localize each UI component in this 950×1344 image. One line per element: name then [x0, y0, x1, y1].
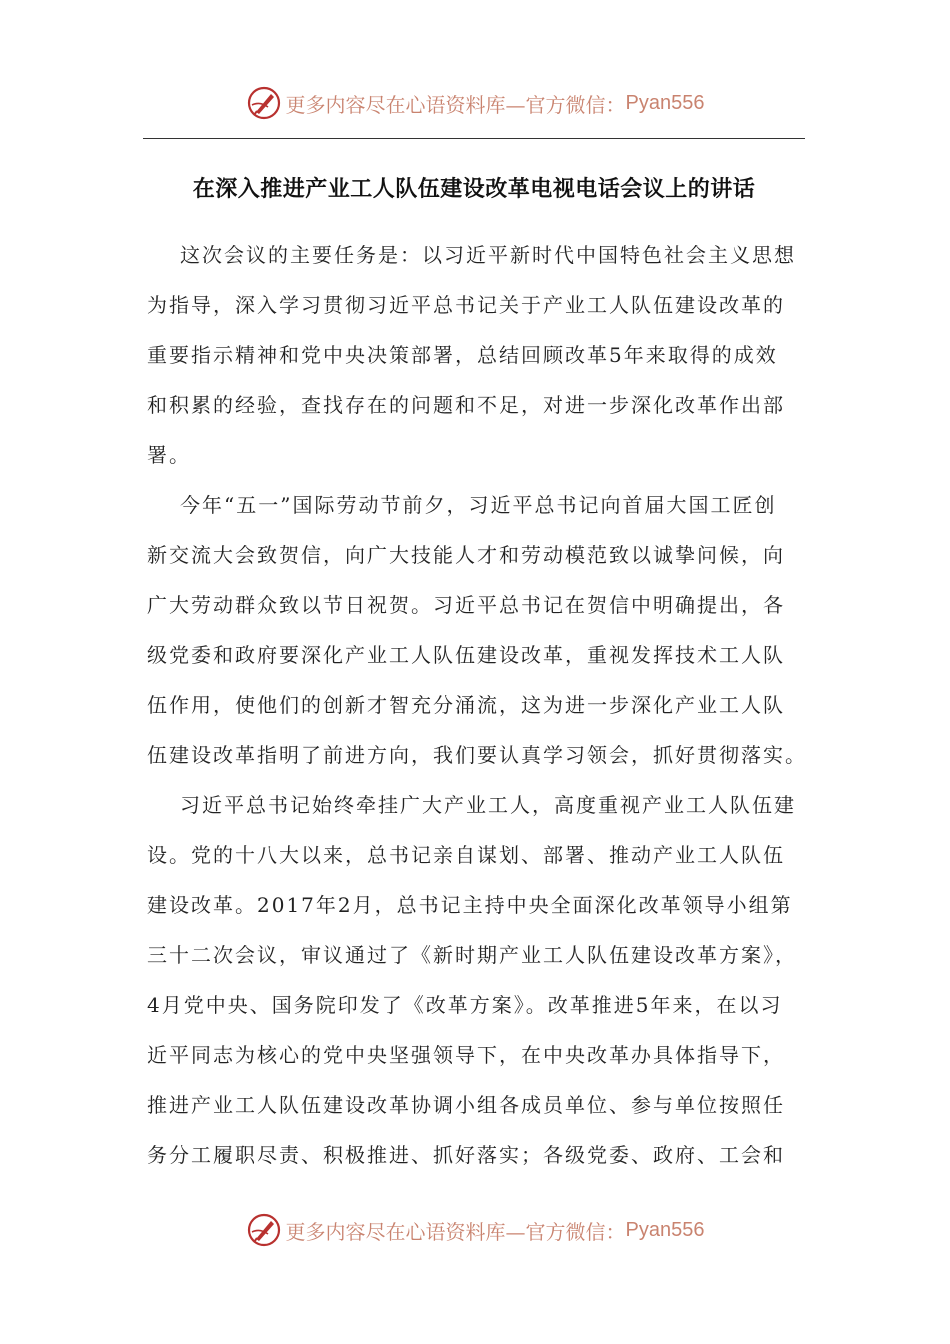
- body-line: 三十二次会议，审议通过了《新时期产业工人队伍建设改革方案》，: [147, 943, 797, 967]
- body-line: 广大劳动群众致以节日祝贺。习近平总书记在贺信中明确提出，各: [147, 593, 785, 617]
- body-line: 重要指示精神和党中央决策部署，总结回顾改革5年来取得的成效: [147, 343, 778, 367]
- quill-pen-logo-icon: [246, 1212, 282, 1248]
- header-brand-text: 更多内容尽在心语资料库—官方微信：: [285, 92, 626, 117]
- body-line: 伍建设改革指明了前进方向，我们要认真学习领会，抓好贯彻落实。: [147, 743, 807, 767]
- body-line: 推进产业工人队伍建设改革协调小组各成员单位、参与单位按照任: [147, 1093, 785, 1117]
- body-line: 近平同志为核心的党中央坚强领导下，在中央改革办具体指导下，: [147, 1043, 785, 1067]
- header-wechat-id: Pyan556: [625, 91, 705, 114]
- body-line: 新交流大会致贺信，向广大技能人才和劳动模范致以诚挚问候，向: [147, 543, 785, 567]
- body-line: 建设改革。2017年2月，总书记主持中央全面深化改革领导小组第: [147, 893, 793, 917]
- body-line: 级党委和政府要深化产业工人队伍建设改革，重视发挥技术工人队: [147, 643, 785, 667]
- footer-brand-text: 更多内容尽在心语资料库—官方微信：: [285, 1219, 626, 1244]
- body-line: 伍作用，使他们的创新才智充分涌流，这为进一步深化产业工人队: [147, 693, 785, 717]
- quill-pen-logo-icon: [246, 85, 282, 121]
- page-header: [0, 83, 950, 123]
- body-line: 习近平总书记始终牵挂广大产业工人，高度重视产业工人队伍建: [180, 793, 796, 817]
- body-line: 今年“五一”国际劳动节前夕，习近平总书记向首届大国工匠创: [180, 493, 777, 517]
- document-title: 在深入推进产业工人队伍建设改革电视电话会议上的讲话: [192, 177, 756, 202]
- header-divider: [143, 138, 805, 139]
- body-line: 设。党的十八大以来，总书记亲自谋划、部署、推动产业工人队伍: [147, 843, 785, 867]
- body-line: 署。: [147, 443, 191, 467]
- body-line: 和积累的经验，查找存在的问题和不足，对进一步深化改革作出部: [147, 393, 785, 417]
- body-line: 这次会议的主要任务是：以习近平新时代中国特色社会主义思想: [180, 243, 796, 267]
- body-line: 务分工履职尽责、积极推进、抓好落实；各级党委、政府、工会和: [147, 1143, 785, 1167]
- page-footer: [0, 1210, 950, 1250]
- footer-wechat-id: Pyan556: [625, 1218, 705, 1241]
- body-line: 4月党中央、国务院印发了《改革方案》。改革推进5年来，在以习: [147, 993, 783, 1017]
- document-body: [147, 230, 807, 1180]
- body-line: 为指导，深入学习贯彻习近平总书记关于产业工人队伍建设改革的: [147, 293, 785, 317]
